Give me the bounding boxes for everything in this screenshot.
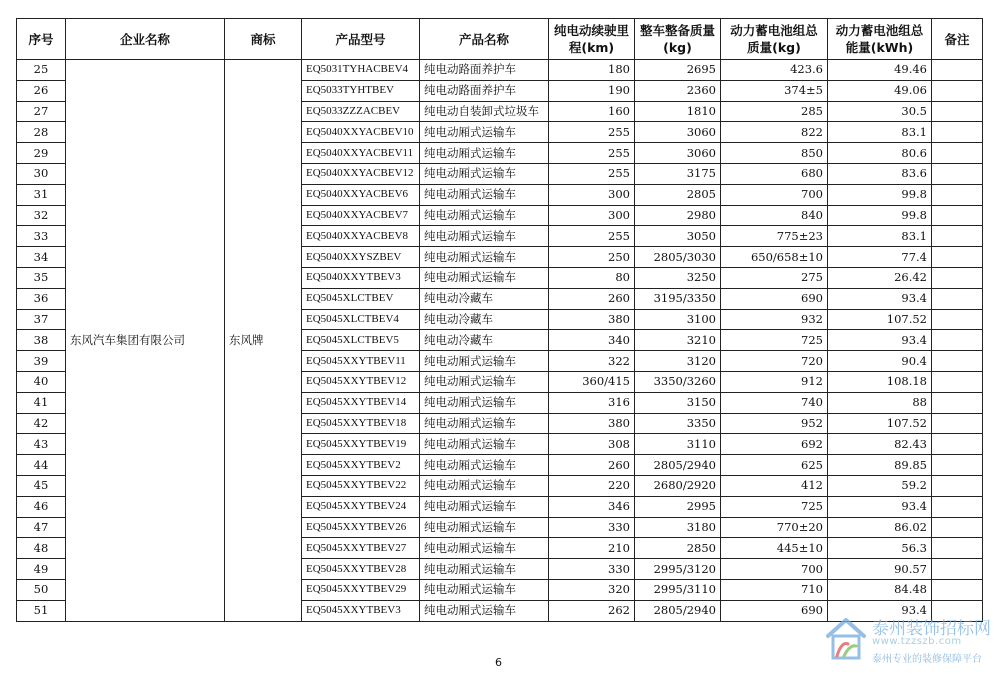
cell-battery-energy: 107.52 [828, 309, 932, 330]
cell-index: 45 [17, 475, 66, 496]
cell-battery-mass: 690 [721, 288, 828, 309]
cell-battery-mass: 275 [721, 267, 828, 288]
cell-product-name: 纯电动自装卸式垃圾车 [420, 101, 549, 122]
table-header-row [17, 19, 983, 60]
cell-range: 262 [549, 600, 635, 621]
cell-product-name: 纯电动冷藏车 [420, 288, 549, 309]
cell-curb-mass: 3050 [635, 226, 721, 247]
cell-product-name: 纯电动厢式运输车 [420, 600, 549, 621]
cell-curb-mass: 1810 [635, 101, 721, 122]
cell-battery-mass: 625 [721, 455, 828, 476]
cell-remark [932, 517, 983, 538]
cell-battery-mass: 932 [721, 309, 828, 330]
cell-remark [932, 122, 983, 143]
cell-battery-mass: 725 [721, 330, 828, 351]
cell-battery-mass: 374±5 [721, 80, 828, 101]
header-brand: 商标 [225, 19, 302, 60]
cell-remark [932, 371, 983, 392]
cell-curb-mass: 3350 [635, 413, 721, 434]
cell-remark [932, 143, 983, 164]
cell-curb-mass: 3060 [635, 143, 721, 164]
cell-model: EQ5040XXYACBEV6 [302, 184, 420, 205]
cell-remark [932, 475, 983, 496]
table-body [17, 60, 983, 622]
cell-curb-mass: 3110 [635, 434, 721, 455]
cell-battery-energy: 93.4 [828, 600, 932, 621]
cell-battery-energy: 26.42 [828, 267, 932, 288]
cell-range: 80 [549, 267, 635, 288]
cell-model: EQ5045XXYTBEV28 [302, 559, 420, 580]
cell-remark [932, 205, 983, 226]
cell-index: 28 [17, 122, 66, 143]
cell-index: 38 [17, 330, 66, 351]
cell-index: 31 [17, 184, 66, 205]
cell-battery-mass: 850 [721, 143, 828, 164]
cell-range: 380 [549, 309, 635, 330]
cell-battery-energy: 77.4 [828, 247, 932, 268]
cell-curb-mass: 2805/2940 [635, 455, 721, 476]
cell-remark [932, 351, 983, 372]
cell-remark [932, 455, 983, 476]
cell-remark [932, 101, 983, 122]
cell-battery-energy: 80.6 [828, 143, 932, 164]
cell-index: 34 [17, 247, 66, 268]
header-company: 企业名称 [66, 19, 225, 60]
cell-model: EQ5045XXYTBEV22 [302, 475, 420, 496]
cell-battery-energy: 90.4 [828, 351, 932, 372]
cell-range: 260 [549, 455, 635, 476]
header-remark: 备注 [932, 19, 983, 60]
vehicle-catalog-table [16, 18, 983, 622]
cell-index: 47 [17, 517, 66, 538]
cell-index: 35 [17, 267, 66, 288]
cell-range: 160 [549, 101, 635, 122]
cell-curb-mass: 3350/3260 [635, 371, 721, 392]
cell-range: 210 [549, 538, 635, 559]
cell-curb-mass: 3120 [635, 351, 721, 372]
cell-battery-mass: 700 [721, 184, 828, 205]
cell-battery-mass: 775±23 [721, 226, 828, 247]
watermark [822, 610, 994, 672]
cell-remark [932, 309, 983, 330]
cell-index: 42 [17, 413, 66, 434]
header-index: 序号 [17, 19, 66, 60]
cell-product-name: 纯电动厢式运输车 [420, 475, 549, 496]
cell-remark [932, 163, 983, 184]
cell-product-name: 纯电动厢式运输车 [420, 579, 549, 600]
cell-model: EQ5045XXYTBEV12 [302, 371, 420, 392]
cell-battery-energy: 56.3 [828, 538, 932, 559]
watermark-title: 泰州装饰招标网 [872, 619, 991, 639]
cell-index: 51 [17, 600, 66, 621]
cell-battery-energy: 30.5 [828, 101, 932, 122]
house-logo-icon [822, 612, 870, 664]
cell-battery-energy: 93.4 [828, 496, 932, 517]
cell-curb-mass: 2360 [635, 80, 721, 101]
cell-product-name: 纯电动厢式运输车 [420, 267, 549, 288]
cell-remark [932, 413, 983, 434]
cell-range: 300 [549, 205, 635, 226]
cell-battery-energy: 93.4 [828, 330, 932, 351]
cell-range: 255 [549, 163, 635, 184]
cell-battery-energy: 83.1 [828, 122, 932, 143]
cell-range: 255 [549, 143, 635, 164]
table-row [17, 60, 983, 81]
cell-curb-mass: 3060 [635, 122, 721, 143]
cell-battery-energy: 86.02 [828, 517, 932, 538]
cell-index: 33 [17, 226, 66, 247]
cell-battery-mass: 720 [721, 351, 828, 372]
cell-curb-mass: 3150 [635, 392, 721, 413]
cell-curb-mass: 3250 [635, 267, 721, 288]
header-range: 纯电动续驶里程(km) [549, 19, 635, 60]
cell-index: 29 [17, 143, 66, 164]
cell-model: EQ5045XXYTBEV14 [302, 392, 420, 413]
cell-battery-energy: 84.48 [828, 579, 932, 600]
cell-range: 260 [549, 288, 635, 309]
cell-product-name: 纯电动厢式运输车 [420, 371, 549, 392]
cell-battery-mass: 770±20 [721, 517, 828, 538]
cell-battery-mass: 423.6 [721, 60, 828, 81]
cell-model: EQ5040XXYACBEV8 [302, 226, 420, 247]
watermark-slogan: 泰州专业的装修保障平台 [872, 654, 982, 665]
cell-remark [932, 538, 983, 559]
cell-battery-energy: 59.2 [828, 475, 932, 496]
cell-battery-mass: 285 [721, 101, 828, 122]
cell-model: EQ5045XXYTBEV29 [302, 579, 420, 600]
cell-battery-energy: 99.8 [828, 205, 932, 226]
cell-model: EQ5033ZZZACBEV [302, 101, 420, 122]
cell-battery-energy: 108.18 [828, 371, 932, 392]
cell-model: EQ5031TYHACBEV4 [302, 60, 420, 81]
cell-remark [932, 60, 983, 81]
cell-curb-mass: 3210 [635, 330, 721, 351]
cell-model: EQ5045XXYTBEV24 [302, 496, 420, 517]
cell-index: 49 [17, 559, 66, 580]
cell-model: EQ5040XXYACBEV7 [302, 205, 420, 226]
cell-model: EQ5040XXYACBEV11 [302, 143, 420, 164]
cell-curb-mass: 2805/3030 [635, 247, 721, 268]
cell-curb-mass: 3195/3350 [635, 288, 721, 309]
cell-product-name: 纯电动厢式运输车 [420, 122, 549, 143]
cell-product-name: 纯电动路面养护车 [420, 60, 549, 81]
cell-curb-mass: 2805/2940 [635, 600, 721, 621]
cell-battery-mass: 740 [721, 392, 828, 413]
cell-index: 40 [17, 371, 66, 392]
cell-product-name: 纯电动厢式运输车 [420, 247, 549, 268]
header-battery-energy: 动力蓄电池组总能量(kWh) [828, 19, 932, 60]
cell-range: 308 [549, 434, 635, 455]
cell-remark [932, 392, 983, 413]
cell-product-name: 纯电动路面养护车 [420, 80, 549, 101]
cell-model: EQ5045XXYTBEV18 [302, 413, 420, 434]
cell-battery-mass: 725 [721, 496, 828, 517]
cell-product-name: 纯电动厢式运输车 [420, 434, 549, 455]
cell-range: 346 [549, 496, 635, 517]
cell-range: 250 [549, 247, 635, 268]
cell-battery-energy: 83.1 [828, 226, 932, 247]
cell-model: EQ5045XXYTBEV3 [302, 600, 420, 621]
cell-model: EQ5045XLCTBEV [302, 288, 420, 309]
cell-range: 330 [549, 517, 635, 538]
cell-index: 36 [17, 288, 66, 309]
cell-battery-mass: 700 [721, 559, 828, 580]
cell-range: 300 [549, 184, 635, 205]
header-curb-mass: 整车整备质量(kg) [635, 19, 721, 60]
cell-model: EQ5040XXYTBEV3 [302, 267, 420, 288]
cell-battery-energy: 93.4 [828, 288, 932, 309]
cell-model: EQ5045XXYTBEV11 [302, 351, 420, 372]
cell-product-name: 纯电动厢式运输车 [420, 205, 549, 226]
cell-range: 255 [549, 122, 635, 143]
cell-range: 255 [549, 226, 635, 247]
cell-battery-mass: 912 [721, 371, 828, 392]
cell-remark [932, 496, 983, 517]
cell-remark [932, 184, 983, 205]
cell-product-name: 纯电动厢式运输车 [420, 455, 549, 476]
cell-curb-mass: 2995/3110 [635, 579, 721, 600]
cell-range: 340 [549, 330, 635, 351]
cell-battery-mass: 680 [721, 163, 828, 184]
cell-remark [932, 226, 983, 247]
cell-curb-mass: 2980 [635, 205, 721, 226]
cell-index: 46 [17, 496, 66, 517]
cell-index: 30 [17, 163, 66, 184]
cell-remark [932, 330, 983, 351]
cell-battery-mass: 692 [721, 434, 828, 455]
cell-product-name: 纯电动厢式运输车 [420, 143, 549, 164]
cell-remark [932, 559, 983, 580]
cell-model: EQ5040XXYSZBEV [302, 247, 420, 268]
cell-index: 39 [17, 351, 66, 372]
cell-remark [932, 579, 983, 600]
cell-battery-mass: 412 [721, 475, 828, 496]
cell-index: 43 [17, 434, 66, 455]
cell-model: EQ5040XXYACBEV12 [302, 163, 420, 184]
watermark-url: www.tzzszb.com [872, 636, 962, 647]
cell-curb-mass: 2695 [635, 60, 721, 81]
cell-battery-mass: 690 [721, 600, 828, 621]
cell-battery-mass: 840 [721, 205, 828, 226]
cell-model: EQ5040XXYACBEV10 [302, 122, 420, 143]
cell-model: EQ5045XLCTBEV4 [302, 309, 420, 330]
cell-curb-mass: 2995 [635, 496, 721, 517]
cell-product-name: 纯电动厢式运输车 [420, 517, 549, 538]
cell-curb-mass: 3180 [635, 517, 721, 538]
cell-range: 380 [549, 413, 635, 434]
cell-battery-energy: 89.85 [828, 455, 932, 476]
cell-product-name: 纯电动厢式运输车 [420, 351, 549, 372]
cell-battery-mass: 650/658±10 [721, 247, 828, 268]
cell-battery-energy: 107.52 [828, 413, 932, 434]
page-number: 6 [495, 656, 502, 669]
cell-range: 320 [549, 579, 635, 600]
cell-product-name: 纯电动厢式运输车 [420, 559, 549, 580]
cell-curb-mass: 2680/2920 [635, 475, 721, 496]
cell-battery-mass: 710 [721, 579, 828, 600]
cell-index: 27 [17, 101, 66, 122]
cell-curb-mass: 3100 [635, 309, 721, 330]
cell-model: EQ5033TYHTBEV [302, 80, 420, 101]
cell-product-name: 纯电动厢式运输车 [420, 392, 549, 413]
cell-battery-energy: 82.43 [828, 434, 932, 455]
header-battery-mass: 动力蓄电池组总质量(kg) [721, 19, 828, 60]
cell-curb-mass: 2995/3120 [635, 559, 721, 580]
cell-battery-mass: 952 [721, 413, 828, 434]
cell-battery-energy: 49.46 [828, 60, 932, 81]
cell-range: 322 [549, 351, 635, 372]
cell-product-name: 纯电动厢式运输车 [420, 496, 549, 517]
cell-product-name: 纯电动厢式运输车 [420, 184, 549, 205]
cell-remark [932, 288, 983, 309]
cell-curb-mass: 2850 [635, 538, 721, 559]
cell-index: 48 [17, 538, 66, 559]
cell-product-name: 纯电动厢式运输车 [420, 163, 549, 184]
cell-model: EQ5045XLCTBEV5 [302, 330, 420, 351]
cell-range: 180 [549, 60, 635, 81]
cell-index: 50 [17, 579, 66, 600]
cell-product-name: 纯电动冷藏车 [420, 309, 549, 330]
cell-remark [932, 80, 983, 101]
header-product-name: 产品名称 [420, 19, 549, 60]
cell-battery-energy: 83.6 [828, 163, 932, 184]
cell-range: 220 [549, 475, 635, 496]
cell-company: 东风汽车集团有限公司 [66, 60, 225, 622]
cell-range: 360/415 [549, 371, 635, 392]
cell-index: 26 [17, 80, 66, 101]
cell-battery-energy: 49.06 [828, 80, 932, 101]
header-model: 产品型号 [302, 19, 420, 60]
cell-battery-energy: 99.8 [828, 184, 932, 205]
cell-curb-mass: 2805 [635, 184, 721, 205]
cell-brand: 东风牌 [225, 60, 302, 622]
cell-model: EQ5045XXYTBEV2 [302, 455, 420, 476]
cell-index: 41 [17, 392, 66, 413]
cell-remark [932, 434, 983, 455]
cell-battery-energy: 88 [828, 392, 932, 413]
cell-range: 190 [549, 80, 635, 101]
cell-product-name: 纯电动厢式运输车 [420, 226, 549, 247]
cell-index: 44 [17, 455, 66, 476]
cell-curb-mass: 3175 [635, 163, 721, 184]
cell-remark [932, 247, 983, 268]
cell-product-name: 纯电动厢式运输车 [420, 413, 549, 434]
cell-model: EQ5045XXYTBEV26 [302, 517, 420, 538]
cell-battery-mass: 445±10 [721, 538, 828, 559]
cell-battery-mass: 822 [721, 122, 828, 143]
cell-model: EQ5045XXYTBEV27 [302, 538, 420, 559]
cell-index: 32 [17, 205, 66, 226]
cell-index: 37 [17, 309, 66, 330]
cell-model: EQ5045XXYTBEV19 [302, 434, 420, 455]
cell-remark [932, 267, 983, 288]
cell-product-name: 纯电动冷藏车 [420, 330, 549, 351]
cell-product-name: 纯电动厢式运输车 [420, 538, 549, 559]
cell-battery-energy: 90.57 [828, 559, 932, 580]
cell-range: 316 [549, 392, 635, 413]
cell-index: 25 [17, 60, 66, 81]
cell-range: 330 [549, 559, 635, 580]
